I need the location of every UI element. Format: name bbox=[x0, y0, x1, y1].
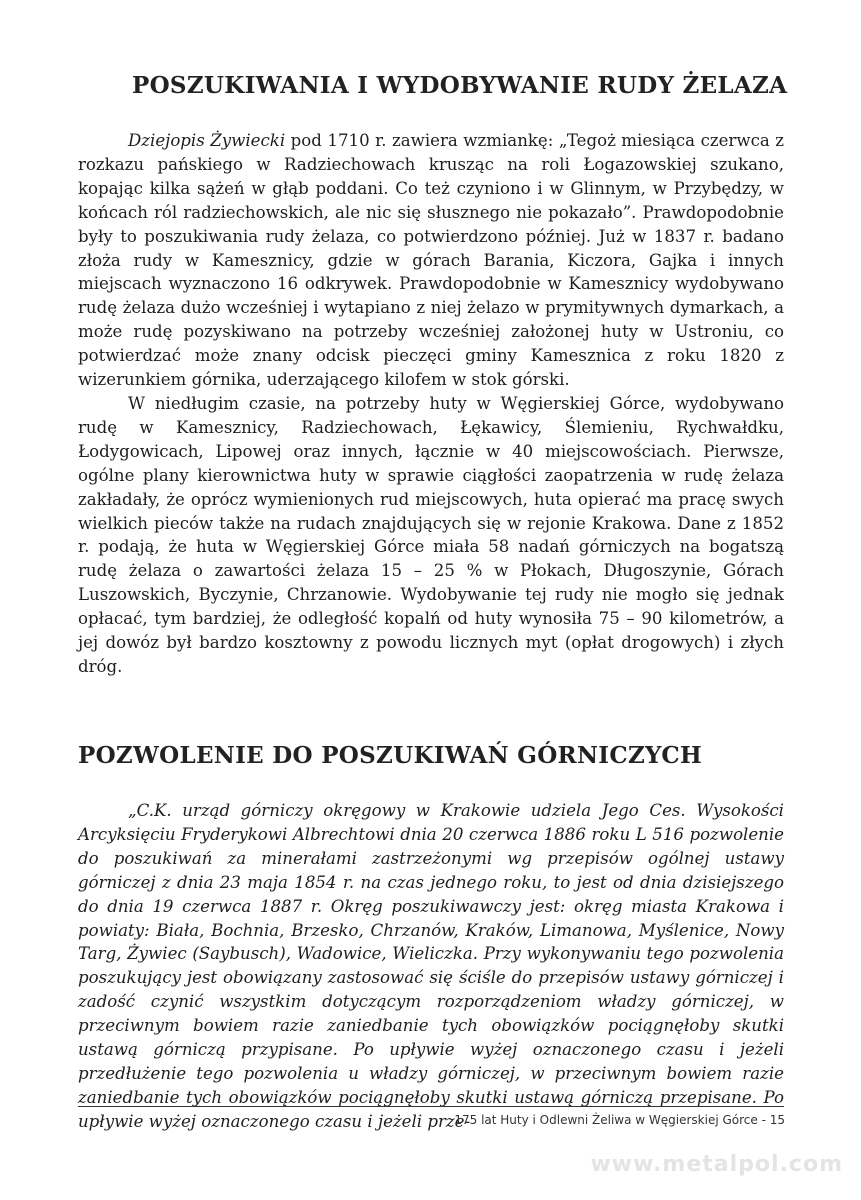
page-footer: 175 lat Huty i Odlewni Żeliwa w Węgierskiej Górce - 15 bbox=[454, 1113, 785, 1127]
paragraph-text: pod 1710 r. zawiera wzmiankę: „Tegoż miesiąca czerwca z rozkazu pańskiego w Radziechowach krusząc na roli Łogazowskiej szukano, kopając kilka sążeń w głąb poddani. Co też czyniono i w Glinnym, w Przybędzy, w końcach ról radziechowskich, ale nic się słusznego nie pokazało”. Prawdopodobnie były to poszukiwania rudy żelaza, co potwierdzono później. Już w 1837 r. badano złoża rudy w Kamesznicy, gdzie w górach Barania, Kiczora, Gajka i innych miejscach wyznaczono 16 odkrywek. Prawdopodobnie w Kamesznicy wydobywano rudę żelaza dużo wcześniej i wytapiano z niej żelazo w prymitywnych dymarkach, a może rudę pozyskiwano na potrzeby wcześniej założonej huty w Ustroniu, co potwierdzać może znany odcisk pieczęci gminy Kamesznica z roku 1820 z wizerunkiem górnika, uderzającego kilofem w stok górski. bbox=[78, 131, 784, 390]
watermark: www.metalpol.com bbox=[590, 1152, 843, 1177]
section-body-mining-permit bbox=[78, 799, 784, 1134]
section-body-iron-ore bbox=[78, 129, 784, 679]
section-heading-mining-permit: POZWOLENIE DO POSZUKIWAŃ GÓRNICZYCH bbox=[78, 742, 702, 769]
quoted-document: „C.K. urząd górniczy okręgowy w Krakowie udziela Jego Ces. Wysokości Arcyksięciu Fryderykowi Albrechtowi dnia 20 czerwca 1886 roku L 516 pozwolenie do poszukiwań za minerałami zastrzeżonymi wg przepisów ogólnej ustawy górniczej z dnia 23 maja 1854 r. na czas jednego roku, to jest od dnia dzisiejszego do dnia 19 czerwca 1887 r. Okręg poszukiwawczy jest: okręg miasta Krakowa i powiaty: Biała, Bochnia, Brzesko, Chrzanów, Kraków, Limanowa, Myślenice, Nowy Targ, Żywiec (Saybusch), Wadowice, Wieliczka. Przy wykonywaniu tego pozwolenia poszukujący jest obowiązany zastosować się ściśle do przepisów ustawy górniczej i zadość czynić wszystkim dotyczącym rozporządzeniom władzy górniczej, w przeciwnym bowiem razie zaniedbanie tych obowiązków pociągnęłoby skutki ustawą górniczą przypisane. Po upływie wyżej oznaczonego czasu i jeżeli przedłużenie tego pozwolenia u władzy górniczej, w przeciwnym bowiem razie zaniedbanie tych obowiązków pociągnęłoby skutki ustawą górniczą przepisane. Po upływie wyżej oznaczonego czasu i jeżeli prze- bbox=[78, 801, 784, 1131]
paragraph: W niedługim czasie, na potrzeby huty w Węgierskiej Górce, wydobywano rudę w Kamesznicy, Radziechowach, Łękawicy, Ślemieniu, Rychwałdku, Łodygowicach, Lipowej oraz innych, łącznie w 40 miejscowościach. Pierwsze, ogólne plany kierownictwa huty w sprawie ciągłości zaopatrzenia w rudę żelaza zakładały, że oprócz wymienionych rud miejscowych, huta opierać ma pracę swych wielkich pieców także na rudach znajdujących się w rejonie Krakowa. Dane z 1852 r. podają, że huta w Węgierskiej Górce miała 58 nadań górniczych na bogatszą rudę żelaza o zawartości żelaza 15 – 25 % w Płokach, Długoszynie, Górach Luszowskich, Byczynie, Chrzanowie. Wydobywanie tej rudy nie mogło się jednak opłacać, tym bardziej, że odległość kopalń od huty wynosiła 75 – 90 kilometrów, a jej dowóz był bardzo kosztowny z powodu licznych myt (opłat drogowych) i złych dróg. bbox=[78, 393, 784, 676]
section-heading-iron-ore: POSZUKIWANIA I WYDOBYWANIE RUDY ŻELAZA bbox=[132, 72, 788, 99]
source-title: Dziejopis Żywiecki bbox=[128, 131, 286, 150]
footer-divider bbox=[78, 1106, 784, 1107]
paragraph bbox=[78, 129, 784, 392]
